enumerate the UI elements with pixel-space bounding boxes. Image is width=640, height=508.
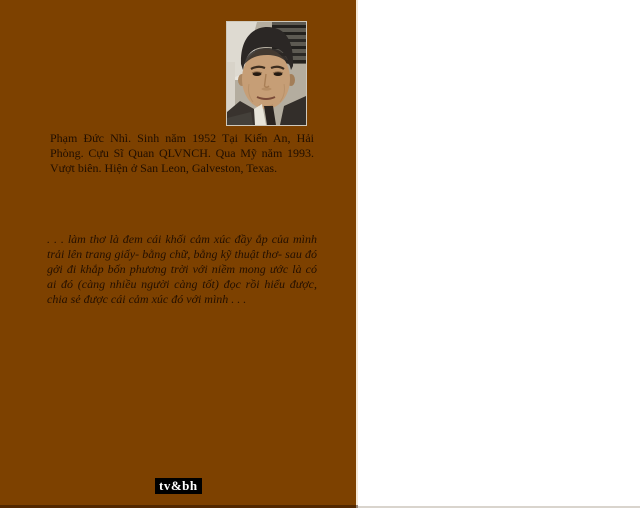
portrait-photo-illustration	[227, 22, 306, 125]
publisher-logo: tv&bh	[155, 478, 202, 494]
page-white-margin	[358, 0, 640, 508]
author-portrait-photo	[226, 21, 307, 126]
author-quote-text: . . . làm thơ là đem cái khối cảm xúc đầy ắp của mình trải lên trang giấy- bằng chữ, bằng kỹ thuật thơ- sau đó gởi đi khắp bốn phương trời với niềm mong ước là có ai đó (càng nhiều người càng tốt) đọc rồi hiểu được, chia sẻ được cái cảm xúc đó với mình . . .	[47, 232, 317, 306]
author-bio-text: Phạm Đức Nhì. Sinh năm 1952 Tại Kiến An, Hải Phòng. Cựu Sĩ Quan QLVNCH. Qua Mỹ năm 1993. Vượt biên. Hiện ở San Leon, Galveston, Texas.	[50, 131, 314, 175]
